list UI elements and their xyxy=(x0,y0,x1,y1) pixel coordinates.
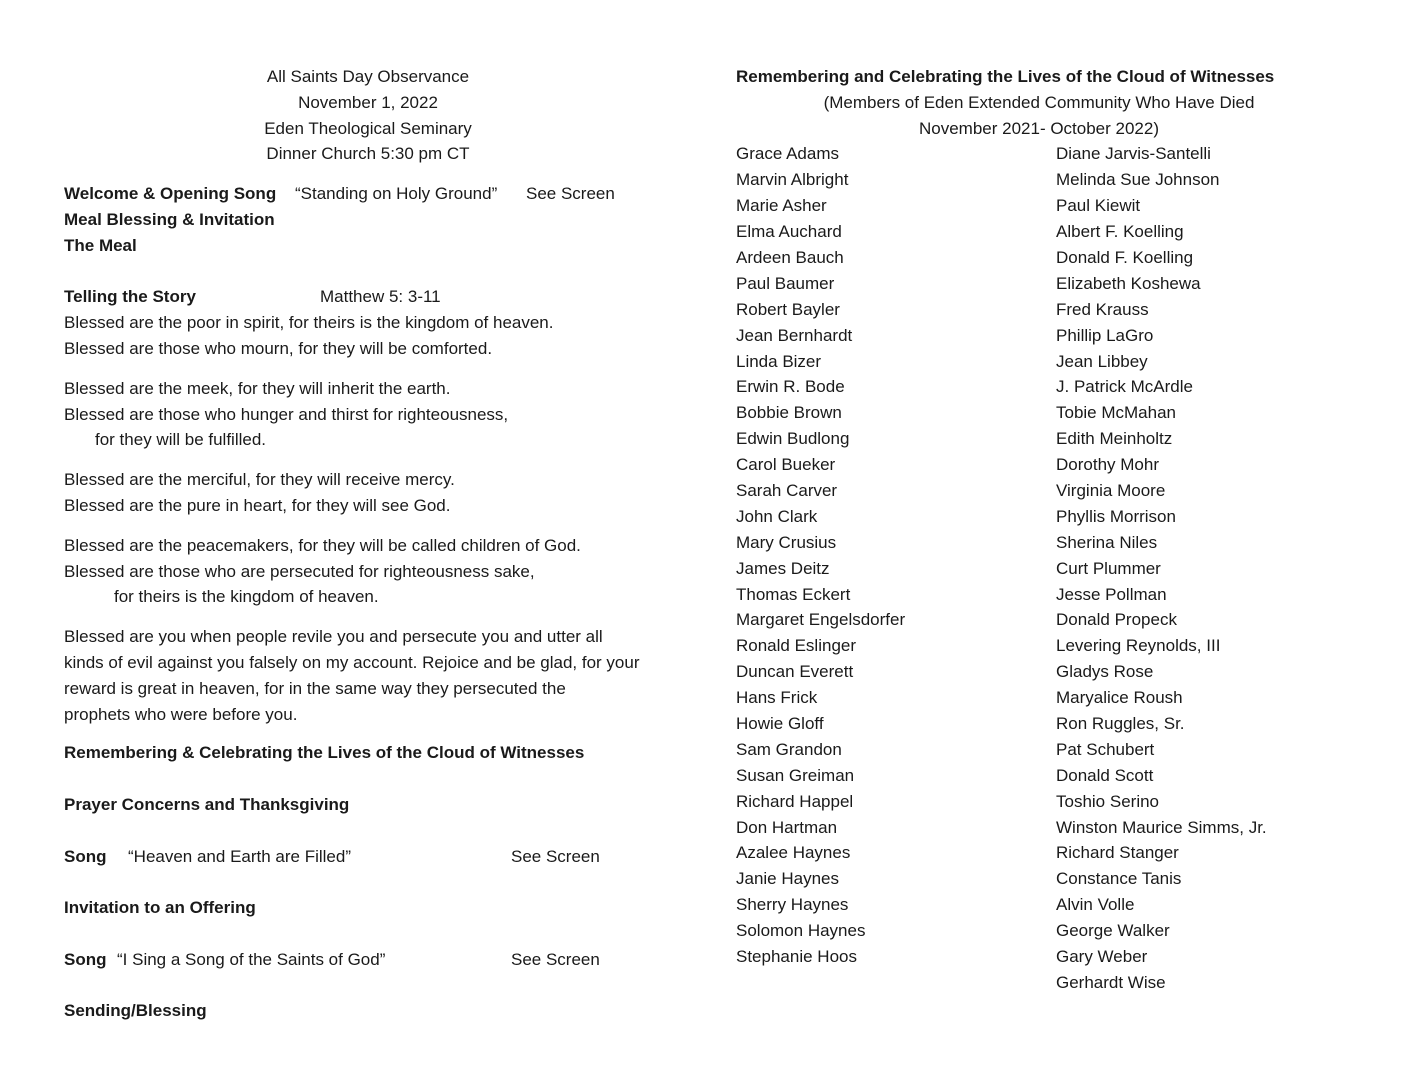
witness-name: Maryalice Roush xyxy=(1056,688,1183,708)
witness-name: Sherina Niles xyxy=(1056,532,1158,552)
witness-name: Sam Grandon xyxy=(736,739,842,759)
witness-name: Sarah Carver xyxy=(736,480,838,500)
witness-name: Thomas Eckert xyxy=(736,584,851,604)
song-row xyxy=(64,947,684,973)
witness-name: Fred Krauss xyxy=(1056,299,1149,319)
witness-name: Melinda Sue Johnson xyxy=(1056,170,1220,190)
scripture-line: kinds of evil against you falsely on my account. Rejoice and be glad, for your xyxy=(64,652,640,672)
witness-name: Elma Auchard xyxy=(736,222,842,242)
event-place: Eden Theological Seminary xyxy=(264,118,472,138)
beatitude-stanza xyxy=(64,467,684,519)
offering-heading: Invitation to an Offering xyxy=(64,898,256,918)
telling-label: Telling the Story xyxy=(64,287,196,307)
witness-name: Jesse Pollman xyxy=(1056,584,1167,604)
scripture-line: Blessed are those who mourn, for they will be comforted. xyxy=(64,338,493,358)
witness-name: George Walker xyxy=(1056,921,1170,941)
witness-name: Stephanie Hoos xyxy=(736,947,857,966)
witness-name: Donald F. Koelling xyxy=(1056,247,1194,267)
witness-name: Sherry Haynes xyxy=(736,895,849,915)
witness-name: Donald Propeck xyxy=(1056,610,1177,630)
witness-name: Ardeen Bauch xyxy=(736,247,844,267)
bulletin-header xyxy=(64,64,672,167)
witness-name: Richard Stanger xyxy=(1056,843,1179,863)
beatitude-stanza xyxy=(64,376,684,453)
the-meal: The Meal xyxy=(64,235,137,255)
prayer-heading: Prayer Concerns and Thanksgiving xyxy=(64,794,350,814)
witness-name: Hans Frick xyxy=(736,688,818,708)
witness-name: Ronald Eslinger xyxy=(736,636,857,656)
meal-blessing: Meal Blessing & Invitation xyxy=(64,209,275,229)
witness-name: Dorothy Mohr xyxy=(1056,455,1159,475)
scripture-line: Blessed are the poor in spirit, for theirs is the kingdom of heaven. xyxy=(64,313,554,333)
scripture-reference: Matthew 5: 3-11 xyxy=(320,287,441,307)
remembering-heading: Remembering & Celebrating the Lives of the Cloud of Witnesses xyxy=(64,743,585,763)
scripture-line: Blessed are the pure in heart, for they will see God. xyxy=(64,495,451,515)
witness-name: Donald Scott xyxy=(1056,765,1154,785)
witness-name: Phillip LaGro xyxy=(1056,325,1154,345)
scripture-line: Blessed are the peacemakers, for they will be called children of God. xyxy=(64,535,581,555)
telling-row xyxy=(64,284,684,310)
scripture-line: for theirs is the kingdom of heaven. xyxy=(114,587,379,607)
witness-name: Solomon Haynes xyxy=(736,921,866,941)
beatitude-stanza xyxy=(64,533,684,610)
witness-name: Pat Schubert xyxy=(1056,739,1155,759)
witness-name: Diane Jarvis-Santelli xyxy=(1056,144,1211,164)
witness-name: Janie Haynes xyxy=(736,869,840,889)
welcome-screen: See Screen xyxy=(526,184,615,204)
witness-name: Elizabeth Koshewa xyxy=(1056,273,1201,293)
witness-name: John Clark xyxy=(736,506,818,526)
scripture-line: Blessed are those who hunger and thirst for righteousness, xyxy=(64,404,509,424)
witness-name: Gerhardt Wise xyxy=(1056,972,1166,992)
witness-name: Jean Libbey xyxy=(1056,351,1148,371)
witness-name: Winston Maurice Simms, Jr. xyxy=(1056,817,1267,837)
song-screen: See Screen xyxy=(511,846,600,866)
witness-name: Azalee Haynes xyxy=(736,843,851,863)
witness-name: Howie Gloff xyxy=(736,713,824,733)
witness-name: Paul Kiewit xyxy=(1056,196,1141,216)
names-column-1 xyxy=(736,141,905,970)
witness-name: Constance Tanis xyxy=(1056,869,1182,889)
witness-name: Paul Baumer xyxy=(736,273,835,293)
witness-name: Duncan Everett xyxy=(736,662,854,682)
witness-name: Marie Asher xyxy=(736,196,827,216)
witness-name: Ron Ruggles, Sr. xyxy=(1056,713,1185,733)
witness-name: Carol Bueker xyxy=(736,455,836,475)
scripture-line: for they will be fulfilled. xyxy=(95,430,267,450)
witness-name: Margaret Engelsdorfer xyxy=(736,610,906,630)
scripture-line: Blessed are the meek, for they will inherit the earth. xyxy=(64,378,451,398)
scripture-line: Blessed are those who are persecuted for righteousness sake, xyxy=(64,561,535,581)
witness-name: Levering Reynolds, III xyxy=(1056,636,1221,656)
scripture-line: reward is great in heaven, for in the same way they persecuted the xyxy=(64,678,566,698)
witness-name: Gladys Rose xyxy=(1056,662,1154,682)
witness-name: James Deitz xyxy=(736,558,830,578)
event-date: November 1, 2022 xyxy=(298,92,438,112)
subtitle-line: November 2021- October 2022) xyxy=(918,118,1160,138)
witness-name: Toshio Serino xyxy=(1056,791,1160,811)
witness-name: Edwin Budlong xyxy=(736,429,850,449)
song-row xyxy=(64,844,684,870)
witness-name: Marvin Albright xyxy=(736,170,849,190)
event-time: Dinner Church 5:30 pm CT xyxy=(266,144,470,164)
witness-name: Curt Plummer xyxy=(1056,558,1161,578)
song-label: Song xyxy=(64,949,107,969)
witness-name: J. Patrick McArdle xyxy=(1056,377,1193,397)
beatitude-stanza xyxy=(64,624,684,727)
witness-name: Don Hartman xyxy=(736,817,838,837)
witness-name: Linda Bizer xyxy=(736,351,822,371)
event-title: All Saints Day Observance xyxy=(266,67,470,86)
witnesses-section xyxy=(736,64,1376,992)
sending-heading: Sending/Blessing xyxy=(64,1001,207,1021)
witness-name: Robert Bayler xyxy=(736,299,840,319)
subtitle-line: (Members of Eden Extended Community Who Have Died xyxy=(823,92,1255,112)
scripture-line: Blessed are the merciful, for they will receive mercy. xyxy=(64,470,455,490)
witness-name: Virginia Moore xyxy=(1056,480,1166,500)
names-column-2 xyxy=(1056,141,1267,995)
witness-name: Edith Meinholtz xyxy=(1056,429,1173,449)
scripture-line: Blessed are you when people revile you and persecute you and utter all xyxy=(64,627,603,647)
song-label: Song xyxy=(64,846,107,866)
witness-name: Alvin Volle xyxy=(1056,895,1135,915)
scripture-line: prophets who were before you. xyxy=(64,704,298,724)
witness-name: Richard Happel xyxy=(736,791,854,811)
song-title: “I Sing a Song of the Saints of God” xyxy=(117,949,386,969)
welcome-song: “Standing on Holy Ground” xyxy=(295,184,498,204)
witness-name: Albert F. Koelling xyxy=(1056,222,1184,242)
song-screen: See Screen xyxy=(511,949,600,969)
beatitude-stanza xyxy=(64,310,684,362)
witness-name: Mary Crusius xyxy=(736,532,837,552)
witness-name: Phyllis Morrison xyxy=(1056,506,1176,526)
witness-name: Bobbie Brown xyxy=(736,403,842,423)
witness-name: Susan Greiman xyxy=(736,765,855,785)
witness-name: Grace Adams xyxy=(736,144,839,164)
song-title: “Heaven and Earth are Filled” xyxy=(128,846,352,866)
welcome-label: Welcome & Opening Song xyxy=(64,184,277,204)
witnesses-title: Remembering and Celebrating the Lives of the Cloud of Witnesses xyxy=(736,67,1275,86)
welcome-row xyxy=(64,181,684,207)
witness-name: Tobie McMahan xyxy=(1056,403,1177,423)
witnesses-subtitle xyxy=(736,90,1342,142)
witness-name: Jean Bernhardt xyxy=(736,325,853,345)
witness-name: Erwin R. Bode xyxy=(736,377,845,397)
order-of-service xyxy=(64,64,684,1024)
witness-name: Gary Weber xyxy=(1056,947,1148,966)
